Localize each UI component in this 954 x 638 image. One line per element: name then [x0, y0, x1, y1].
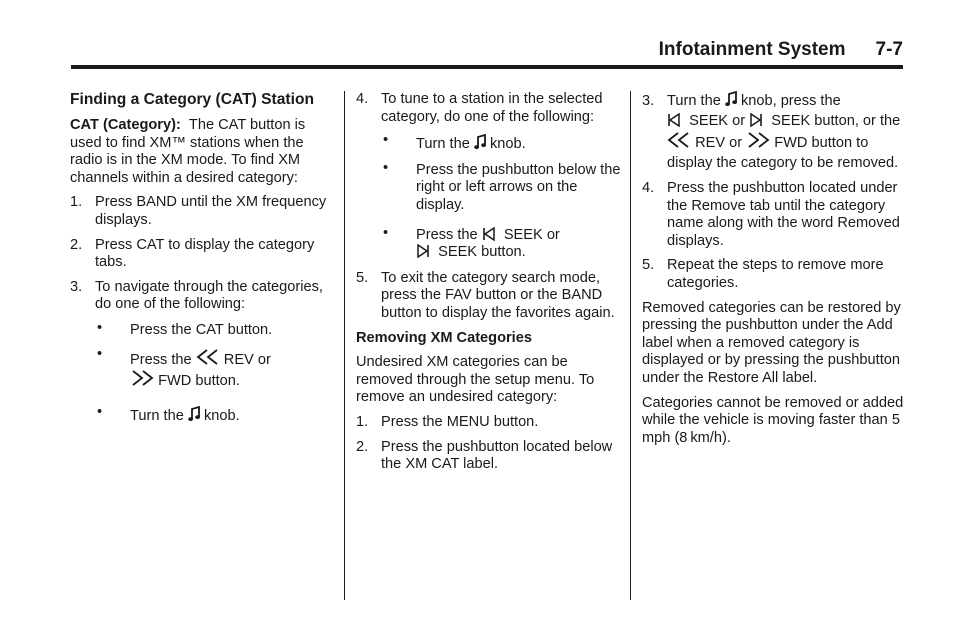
step-text: To navigate through the categories, do one of the following:	[95, 278, 323, 313]
bullet-text: knob.	[203, 407, 240, 424]
bullet-text: Press the	[416, 226, 478, 243]
cat-description: The CAT button is used to find XM™ stations when the radio is in the XM mode. To find XM channels within a desired category:	[70, 117, 306, 186]
step-text: Press CAT to display the category tabs.	[95, 236, 315, 271]
remove-steps-continued	[642, 91, 906, 293]
bullet-text: Turn the	[416, 136, 470, 153]
list-item	[356, 91, 622, 262]
fast-forward-icon	[746, 131, 770, 149]
seek-back-icon	[482, 227, 496, 241]
bullet-text: SEEK or	[503, 226, 560, 243]
list-item	[70, 279, 334, 426]
step-number: 2.	[70, 236, 83, 253]
list-item	[642, 257, 906, 292]
bullet-text: Press the	[130, 351, 192, 368]
fast-forward-icon	[130, 369, 154, 387]
column-divider-2	[630, 91, 631, 600]
step-text: Press BAND until the XM frequency displays.	[95, 194, 327, 228]
bullet-dot: •	[97, 319, 103, 336]
bullet-item	[95, 403, 334, 426]
step-number: 2.	[356, 438, 369, 455]
step-number: 1.	[356, 413, 369, 430]
list-item	[356, 439, 622, 474]
music-note-knob-icon	[725, 91, 737, 107]
step-number: 4.	[642, 180, 655, 196]
list-item	[70, 237, 334, 272]
restore-paragraph: Removed categories can be restored by pressing the pushbutton under the Add label when a removed category is displayed or by pressing the pushbutton under the Restore All label.	[642, 299, 901, 386]
step-text: knob, press the	[740, 93, 841, 109]
bullet-text: knob.	[489, 136, 526, 153]
column-divider-1	[344, 91, 345, 600]
step-number: 3.	[70, 278, 83, 295]
bullet-text: SEEK button.	[438, 244, 526, 261]
column-right	[642, 91, 906, 454]
seek-forward-icon	[749, 113, 763, 127]
bullet-item	[381, 134, 622, 154]
bullet-text: Press the pushbutton below the right or left arrows on the display.	[416, 161, 621, 213]
list-item	[642, 91, 906, 173]
header-rule	[71, 65, 903, 69]
section-heading: Finding a Category (CAT) Station	[70, 91, 315, 108]
cat-steps	[70, 194, 334, 425]
music-note-knob-icon	[188, 406, 200, 422]
page-number: 7-7	[875, 39, 903, 60]
bullet-dot: •	[383, 132, 389, 149]
bullet-dot: •	[383, 159, 389, 176]
step-text: REV or	[695, 135, 743, 151]
list-item	[356, 414, 622, 432]
rewind-icon	[196, 348, 220, 366]
seek-back-icon	[667, 113, 681, 127]
step-text: Turn the	[667, 93, 721, 109]
list-item	[642, 180, 906, 250]
bullet-text: REV or	[223, 351, 271, 368]
remove-steps	[356, 414, 622, 474]
navigate-options	[95, 319, 334, 425]
column-left	[70, 91, 334, 433]
bullet-item	[381, 224, 622, 262]
step-number: 4.	[356, 91, 369, 107]
restriction-paragraph: Categories cannot be removed or added while the vehicle is moving faster than 5 mph (8 km/h).	[642, 394, 904, 446]
column-middle	[356, 91, 622, 481]
bullet-text: Turn the	[130, 407, 184, 424]
seek-forward-icon	[416, 244, 430, 258]
list-item	[70, 194, 334, 229]
bullet-text: FWD button.	[158, 373, 240, 390]
page-title	[659, 39, 903, 61]
remove-intro-paragraph: Undesired XM categories can be removed through the setup menu. To remove an undesired category:	[356, 354, 595, 406]
step-text: To tune to a station in the selected category, do one of the following:	[381, 91, 603, 125]
tune-options	[381, 134, 622, 262]
step-text: Press the MENU button.	[381, 413, 539, 430]
rewind-icon	[667, 131, 691, 149]
step-text: Press the pushbutton located under the Remove tab until the category name along with the word Removed displays.	[667, 180, 900, 249]
bullet-item	[95, 345, 334, 391]
subsection-heading: Removing XM Categories	[356, 329, 532, 346]
list-item	[356, 270, 622, 323]
step-number: 1.	[70, 194, 83, 211]
bullet-dot: •	[97, 403, 103, 420]
step-text: To exit the category search mode, press the FAV button or the BAND button to display the favorites again.	[381, 269, 615, 321]
step-number: 5.	[642, 257, 655, 274]
chapter-title: Infotainment System	[658, 39, 846, 60]
page-header	[71, 38, 903, 67]
intro-paragraph	[70, 117, 334, 187]
step-text: Repeat the steps to remove more categories.	[667, 257, 884, 291]
step-text: SEEK or	[689, 113, 746, 129]
bullet-item	[381, 159, 622, 215]
step-text: Press the pushbutton located below the XM CAT label.	[381, 438, 613, 473]
step-number: 5.	[356, 269, 369, 286]
bullet-text: Press the CAT button.	[130, 321, 273, 338]
cat-term: CAT (Category):	[70, 117, 181, 133]
bullet-dot: •	[97, 345, 103, 362]
bullet-dot: •	[383, 224, 389, 241]
tune-steps	[356, 91, 622, 323]
step-text: SEEK button, or the	[771, 113, 901, 129]
step-number: 3.	[642, 93, 655, 109]
step-text: FWD button to display the category to be removed.	[667, 135, 899, 171]
music-note-knob-icon	[474, 134, 486, 150]
bullet-item	[95, 319, 334, 340]
